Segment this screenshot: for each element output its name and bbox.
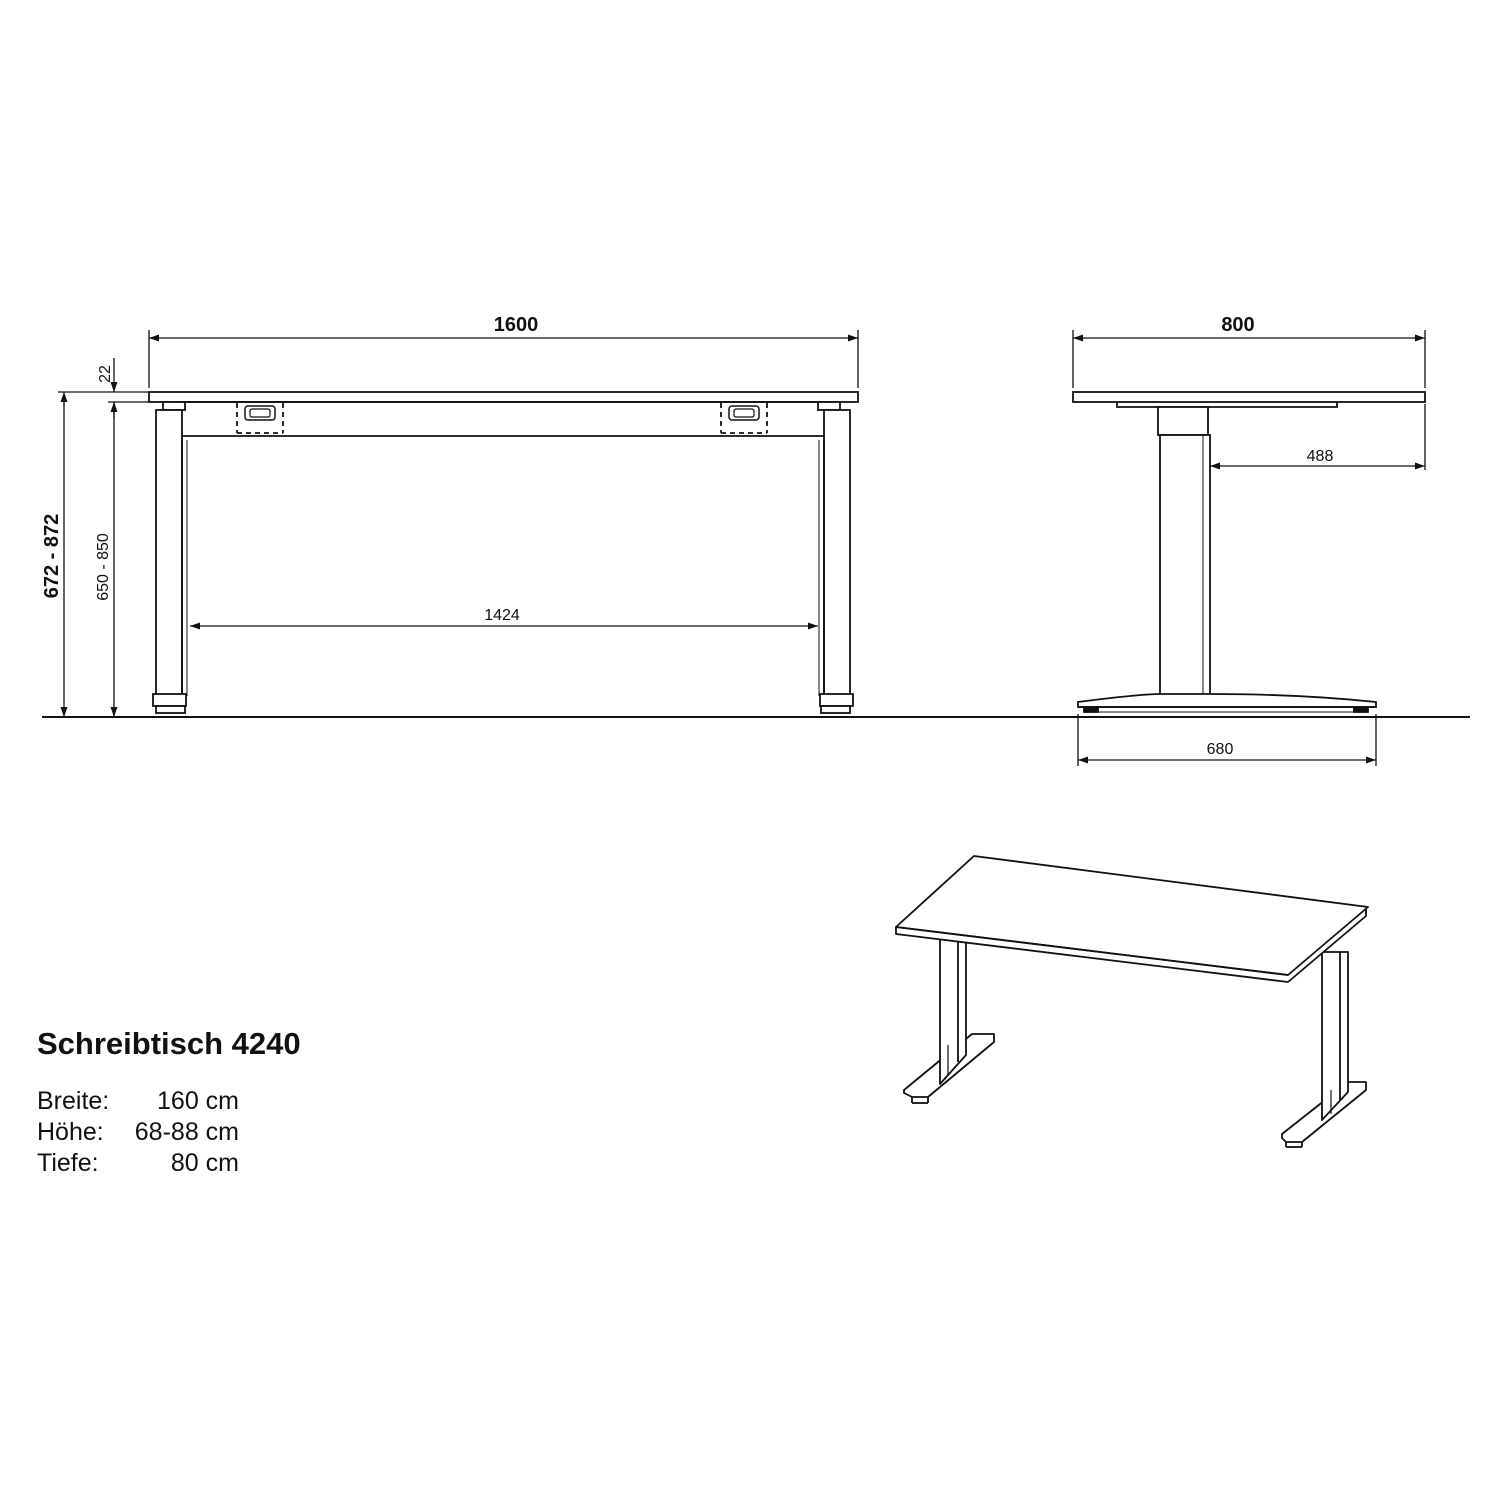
- cable-port-left: [237, 403, 283, 433]
- spec-row-height: [37, 1117, 457, 1148]
- front-view: [149, 392, 858, 713]
- spec-value: 80 cm: [170, 1149, 239, 1178]
- front-width-label: 1600: [493, 314, 539, 336]
- spec-row-width: [37, 1086, 457, 1117]
- front-right-leg: [818, 402, 853, 713]
- spec-value: 160 cm: [157, 1087, 239, 1116]
- spec-label: Tiefe:: [37, 1149, 99, 1178]
- frame-height-label: 650 - 850: [95, 533, 112, 601]
- spec-label: Breite:: [37, 1087, 110, 1116]
- perspective-right-leg: [1322, 952, 1348, 1120]
- side-foot: [1078, 694, 1376, 707]
- spec-value: 68-88 cm: [134, 1118, 239, 1147]
- side-depth-label: 800: [1221, 314, 1255, 336]
- top-thickness-label: 22: [97, 365, 114, 383]
- spec-label: Höhe:: [37, 1118, 104, 1147]
- side-desktop: [1073, 392, 1425, 402]
- front-inner-width-label: 1424: [484, 607, 520, 624]
- column-offset-label: 488: [1306, 448, 1334, 465]
- front-desktop: [149, 392, 858, 402]
- spec-row-depth: [37, 1148, 457, 1179]
- product-title: Schreibtisch 4240: [37, 1026, 301, 1061]
- front-left-leg: [153, 402, 187, 713]
- side-column: [1158, 407, 1210, 695]
- perspective-view: [896, 856, 1368, 1147]
- spec-panel: [37, 1025, 457, 1179]
- overall-height-label: 672 - 872: [41, 513, 63, 599]
- foot-length-label: 680: [1206, 741, 1234, 758]
- cable-port-right: [721, 403, 767, 433]
- side-view: [1073, 392, 1425, 712]
